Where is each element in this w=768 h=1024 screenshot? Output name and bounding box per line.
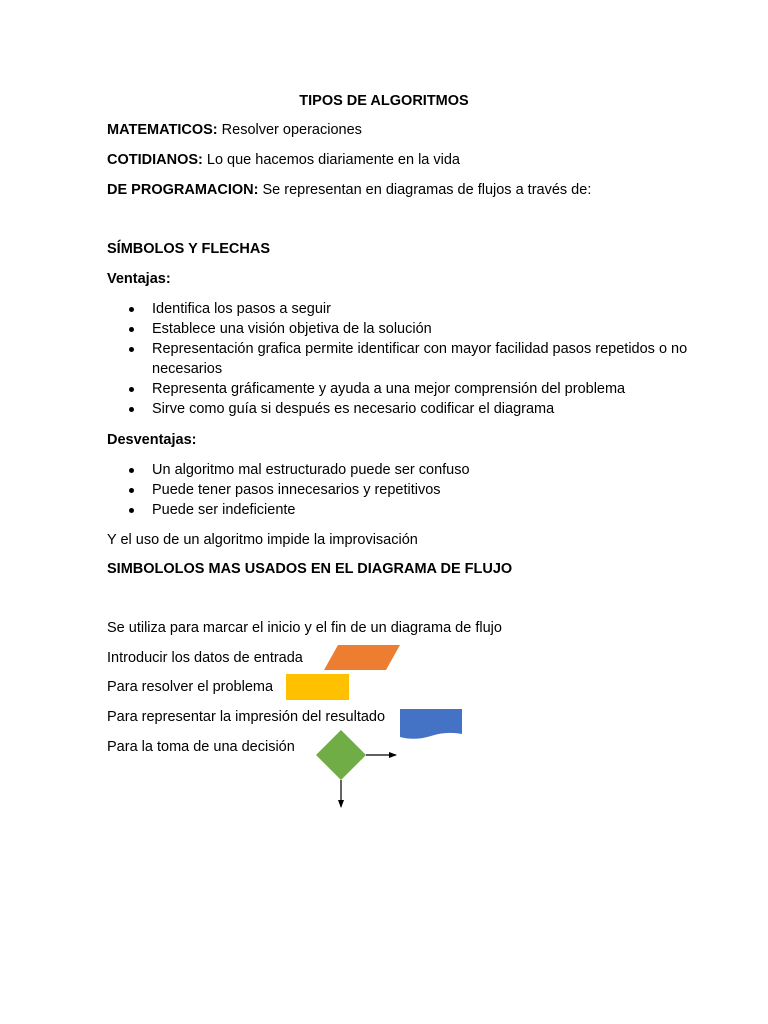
- list-item: Puede tener pasos innecesarios y repetitivos: [107, 480, 692, 500]
- page-title: TIPOS DE ALGORITMOS: [299, 93, 469, 109]
- flow-heading: SIMBOLOLOS MAS USADOS EN EL DIAGRAMA DE FLUJO: [107, 561, 513, 577]
- list-item: Sirve como guía si después es necesario codificar el diagrama: [107, 399, 692, 419]
- type-text: Resolver operaciones: [217, 122, 362, 138]
- list-item: Establece una visión objetiva de la solución: [107, 319, 692, 339]
- parallelogram-input-shape: [324, 645, 400, 670]
- type-label: COTIDIANOS:: [107, 152, 203, 168]
- list-item: Representa gráficamente y ayuda a una mejor comprensión del problema: [107, 379, 692, 399]
- advantages-heading: Ventajas:: [107, 271, 171, 287]
- flow-symbol-decision-text: Para la toma de una decisión: [107, 739, 295, 755]
- flow-symbol-output-text: Para representar la impresión del resultado: [107, 709, 386, 725]
- type-text: Se representan en diagramas de flujos a través de:: [258, 182, 592, 198]
- list-item: Puede ser indeficiente: [107, 500, 692, 520]
- type-label: MATEMATICOS:: [107, 122, 218, 138]
- flow-symbol-terminal-text: Se utiliza para marcar el inicio y el fin de un diagrama de flujo: [107, 620, 502, 636]
- list-item: Un algoritmo mal estructurado puede ser confuso: [107, 460, 692, 480]
- disadvantages-heading: Desventajas:: [107, 432, 197, 448]
- rectangle-process-shape: [286, 674, 349, 700]
- flow-symbol-process-text: Para resolver el problema: [107, 679, 274, 695]
- type-text: Lo que hacemos diariamente en la vida: [202, 152, 460, 168]
- note-text: Y el uso de un algoritmo impide la improvisación: [107, 532, 418, 548]
- list-item: Identifica los pasos a seguir: [107, 299, 692, 319]
- flow-symbol-input-text: Introducir los datos de entrada: [107, 650, 303, 666]
- symbols-heading: SÍMBOLOS Y FLECHAS: [107, 241, 271, 257]
- diamond-decision-shape: [316, 730, 366, 780]
- list-item: Representación grafica permite identificar con mayor facilidad pasos repetidos o no necesarios: [107, 339, 692, 379]
- document-output-shape: [400, 709, 462, 739]
- type-label: DE PROGRAMACION:: [107, 182, 259, 198]
